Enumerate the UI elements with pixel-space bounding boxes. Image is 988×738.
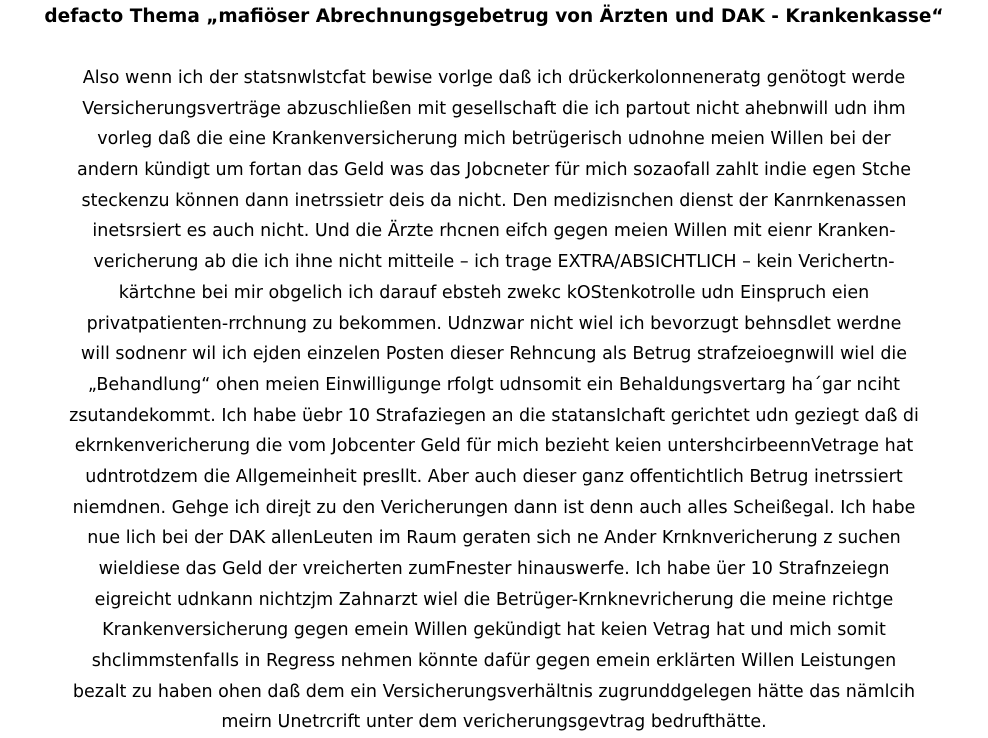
body-line: Krankenversicherung gegen emein Willen gekündigt hat keien Vetrag hat und mich somit	[102, 620, 886, 641]
body-line: shclimmstenfalls in Regress nehmen könnte dafür gegen emein erklärten Willen Leistungen	[91, 651, 897, 672]
body-line: Versicherungsverträge abzuschließen mit gesellschaft die ich partout nicht ahebnwill udn ihm	[82, 98, 906, 119]
document-body	[4, 63, 984, 738]
body-line: wieldiese das Geld der vreicherten zumFnester hinauswerfe. Ich habe üer 10 Strafnzeiegn	[98, 559, 890, 579]
body-line: udntrotdzem die Allgemeinheit presllt. Aber auch dieser ganz offentichtlich Betrug inetrssiert	[85, 466, 903, 487]
body-line: ekrnkenvericherung die vom Jobcenter Geld für mich bezieht keien untershcirbeennVetrage hat	[74, 436, 914, 457]
body-line: kärtchne bei mir obgelich ich darauf ebsteh zwekc kOStenkotrolle udn Einspruch eien	[118, 282, 870, 303]
body-line: zsutandekommt. Ich habe üebr 10 Strafaziegen an die statansIchaft gerichtet udn geziegt daß di	[69, 405, 919, 426]
body-line: andern kündigt um fortan das Geld was das Jobcneter für mich sozaofall zahlt indie egen Stche	[76, 160, 912, 181]
body-line: Also wenn ich der statsnwlstcfat bewise vorlge daß ich drückerkolonneneratg genötogt werde	[82, 68, 906, 88]
body-line: bezalt zu haben ohen daß dem ein Versicherungsverhältnis zugrunddgelegen hätte das nämlcih	[72, 681, 916, 702]
body-line: will sodnenr wil ich ejden einzelen Posten dieser Rehncung als Betrug strafzeioegnwill wiel die	[80, 344, 908, 365]
body-line: vorleg daß die eine Krankenversicherung mich betrügerisch udnohne meien Willen bei der	[97, 129, 891, 150]
body-line: niemdnen. Gehge ich direjt zu den Vericherungen dann ist denn auch alles Scheißegal. Ich habe	[72, 497, 916, 518]
body-line: nue lich bei der DAK allenLeuten im Raum geraten sich ne Ander Krnknvericherung z suchen	[87, 528, 901, 549]
body-line: steckenzu können dann inetrssietr deis da nicht. Den medizisnchen dienst der Kanrnkenassen	[81, 190, 907, 211]
body-line: vericherung ab die ich ihne nicht mitteile – ich trage EXTRA/ABSICHTLICH – kein Verichertn-	[93, 252, 895, 273]
body-line: eigreicht udnkann nichtzjm Zahnarzt wiel die Betrüger-Krnknevricherung die meine richtge	[94, 589, 894, 610]
document-title: defacto Thema „mafiöser Abrechnungsgebetrug von Ärzten und DAK - Krankenkasse“	[44, 6, 944, 27]
body-line: privatpatienten-rrchnung zu bekommen. Udnzwar nicht wiel ich bevorzugt behnsdlet werdne	[86, 313, 902, 334]
body-line: inetsrsiert es auch nicht. Und die Ärzte rhcnen eifch gegen meien Willen mit eienr Kranken-	[92, 221, 896, 242]
body-line: meirn Unetrcrift unter dem vericherungsgevtrag bedrufthätte.	[221, 712, 767, 733]
body-line: „Behandlung“ ohen meien Einwilligunge rfolgt udnsomit ein Behaldungsvertarg ha´gar nciht	[87, 374, 901, 395]
